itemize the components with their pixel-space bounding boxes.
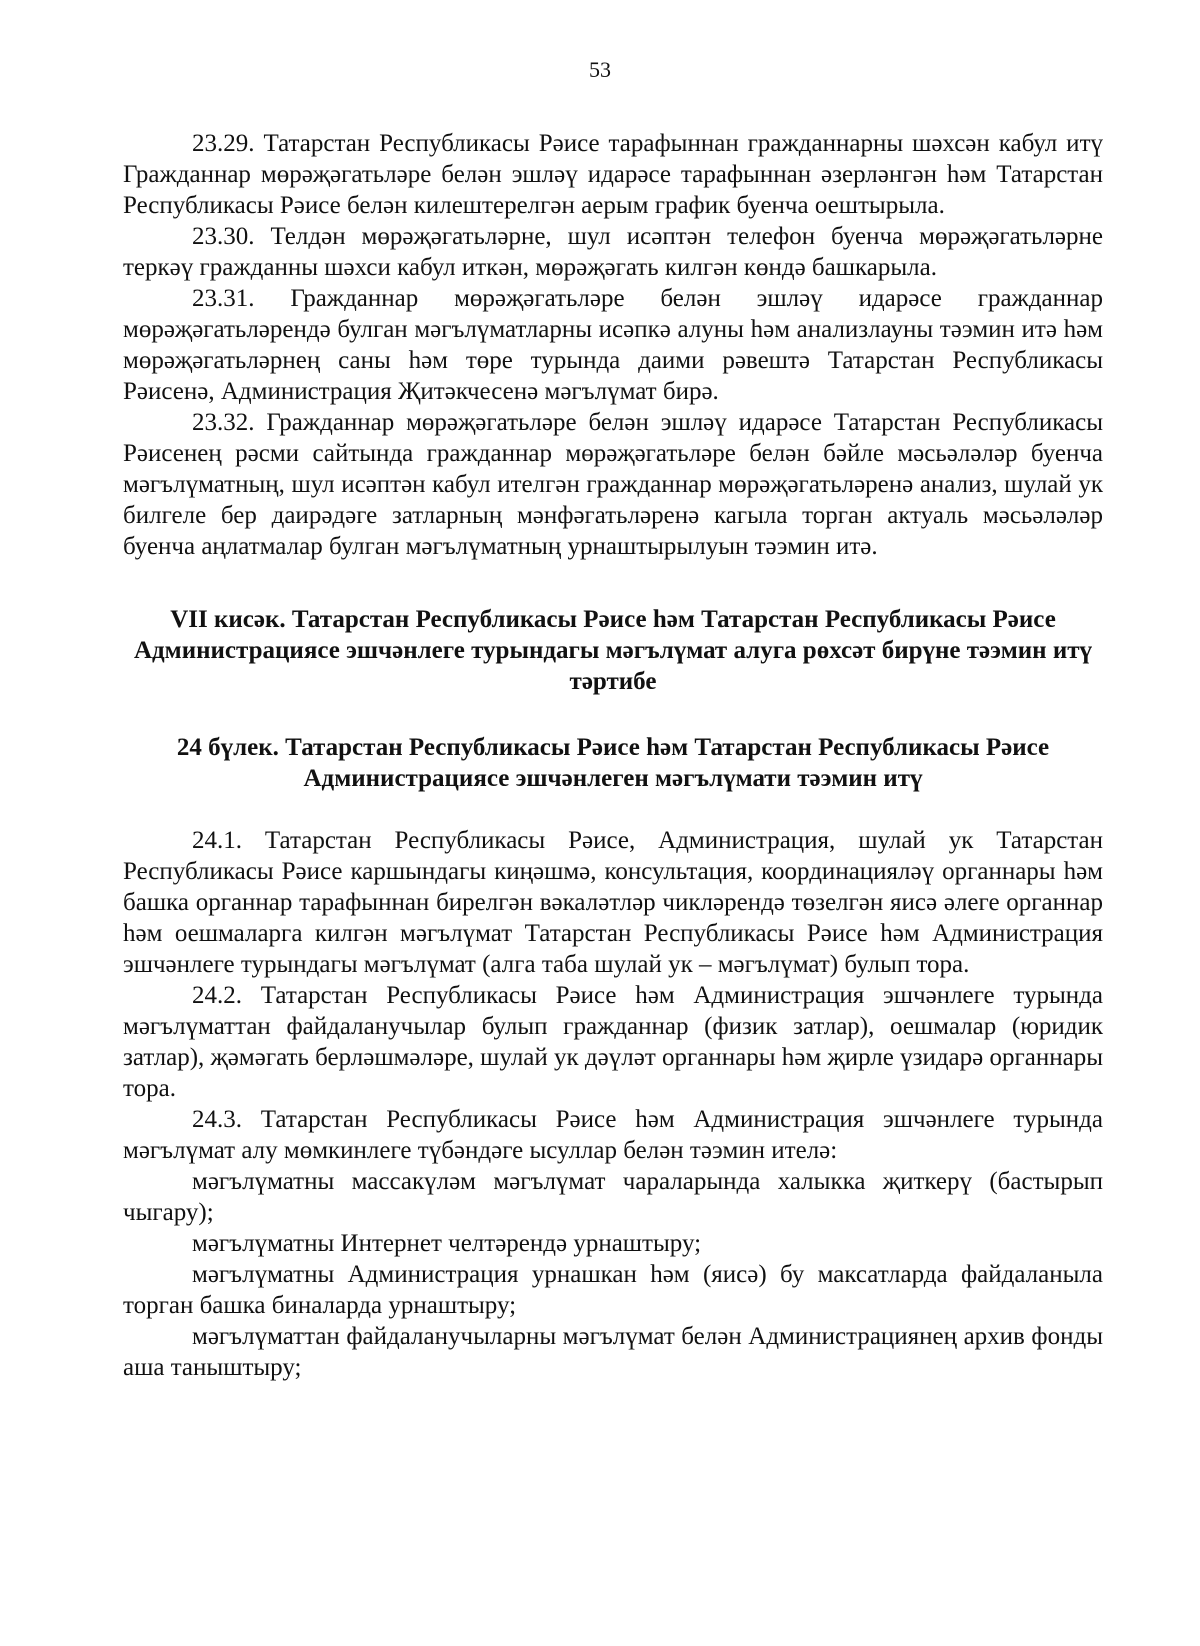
section-heading: VII кисәк. Татарстан Республикасы Рәисе һәм Татарстан Республикасы Рәисе Администрациясе эшчәнлеге турындагы мәгълүмат алуга рөхсәт бирүне тәэмин итү тәртибе <box>133 606 1093 695</box>
paragraph-24-3: 24.3. Татарстан Республикасы Рәисе һәм Администрация эшчәнлеге турында мәгълүмат алу мөмкинлеге түбәндәге ысуллар белән тәэмин ителә: <box>123 1106 1103 1164</box>
page-number: 53 <box>589 57 611 82</box>
list-item-mass-media: мәгълүматны массакүләм мәгълүмат чараларында халыкка җиткерү (бастырып чыгару); <box>123 1168 1103 1226</box>
paragraph-23-32: 23.32. Гражданнар мөрәҗәгатьләре белән эшләү идарәсе Татарстан Республикасы Рәисенең рәсми сайтында гражданнар мөрәҗәгатьләре белән бәйле мәсьәләләр буенча мәгълүматның, шул исәптән кабул ителгән гражданнар мөрәҗәгатьләренә анализ, шулай ук билгеле бер даирәдәге затларның мәнфәгатьләренә кагыла торган актуаль мәсьәләләр буенча аңлатмалар булган мәгълүматның урнаштырылуын тәэмин итә. <box>123 409 1103 560</box>
list-item-archive: мәгълүматтан файдаланучыларны мәгълүмат белән Администрациянең архив фонды аша таныштыру; <box>123 1323 1103 1381</box>
paragraph-23-31: 23.31. Гражданнар мөрәҗәгатьләре белән эшләү идарәсе гражданнар мөрәҗәгатьләрендә булган мәгълүматларны исәпкә алуны һәм анализлауны тәэмин итә һәм мөрәҗәгатьләрнең саны һәм төре турында даими рәвештә Татарстан Республикасы Рәисенә, Администрация Җитәкчесенә мәгълүмат бирә. <box>123 285 1103 405</box>
paragraph-24-1: 24.1. Татарстан Республикасы Рәисе, Администрация, шулай ук Татарстан Республикасы Рәисе каршындагы киңәшмә, консультация, координацияләү органнары һәм башка органнар тарафыннан бирелгән вәкаләтләр чикләрендә төзелгән яисә әлеге органнар һәм оешмаларга килгән мәгълүмат Татарстан Республикасы Рәисе һәм Администрация эшчәнлеге турындагы мәгълүмат (алга таба шулай ук – мәгълүмат) булып тора. <box>123 827 1103 978</box>
document-body <box>123 128 1103 1383</box>
paragraph-23-29: 23.29. Татарстан Республикасы Рәисе тарафыннан гражданнарны шәхсән кабул итү Гражданнар мөрәҗәгатьләре белән эшләү идарәсе тарафыннан әзерләнгән һәм Татарстан Республикасы Рәисе белән килештерелгән аерым график буенча оештырыла. <box>123 130 1103 219</box>
list-item-internet: мәгълүматны Интернет челтәрендә урнаштыру; <box>192 1230 702 1257</box>
paragraph-24-2: 24.2. Татарстан Республикасы Рәисе һәм Администрация эшчәнлеге турында мәгълүматтан файдаланучылар булып гражданнар (физик затлар), оешмалар (юридик затлар), җәмәгать берләшмәләре, шулай ук дәүләт органнары һәм җирле үзидарә органнары тора. <box>123 982 1103 1102</box>
list-item-buildings: мәгълүматны Администрация урнашкан һәм (яисә) бу максатларда файдаланыла торган башка биналарда урнаштыру; <box>123 1261 1103 1319</box>
paragraph-23-30: 23.30. Телдән мөрәҗәгатьләрне, шул исәптән телефон буенча мөрәҗәгатьләрне теркәү гражданны шәхси кабул иткән, мөрәҗәгать килгән көндә башкарыла. <box>123 223 1103 281</box>
chapter-heading: 24 бүлек. Татарстан Республикасы Рәисе һәм Татарстан Республикасы Рәисе Администрациясе эшчәнлеген мәгълүмати тәэмин итү <box>176 734 1050 792</box>
